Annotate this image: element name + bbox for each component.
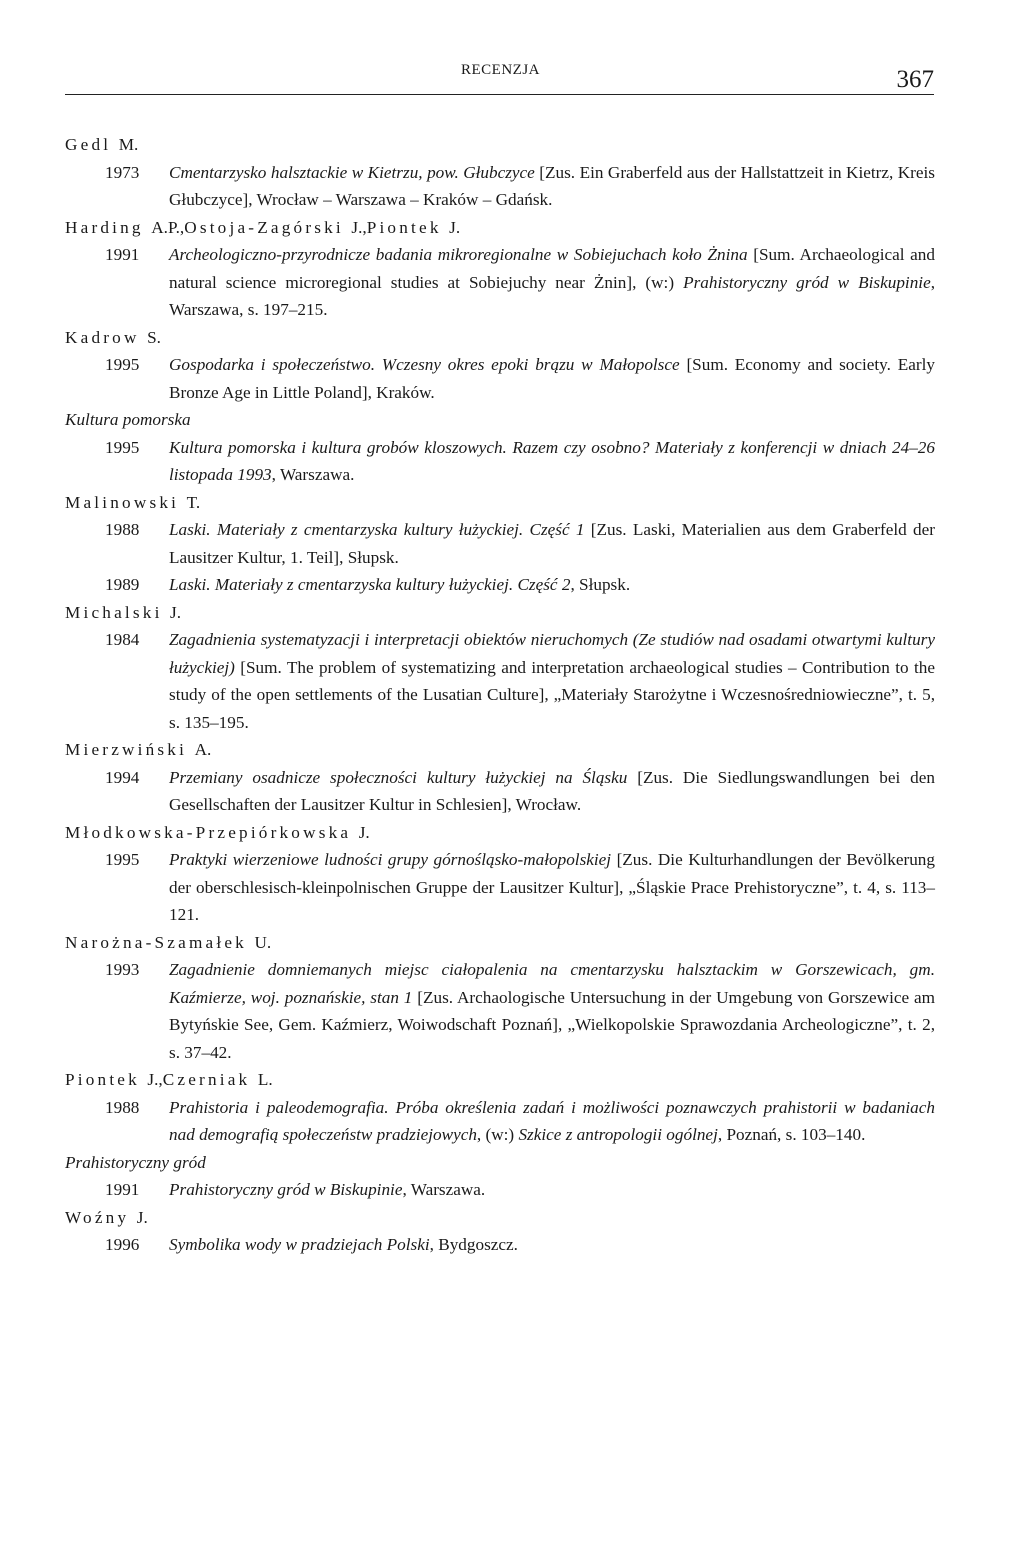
entry-year: 1995 [105,437,140,457]
author-name: Narożna-Szamałek [65,932,247,952]
page-header [65,62,934,95]
bibliography-entry [65,351,935,406]
entry-title: Prahistoria i paleodemografia. Próba określenia zadań i możliwości poznawczych prahistorii w badaniach nad demografią społeczeństw pradziejowych [169,1097,935,1144]
author-name: Malinowski [65,492,180,512]
bibliography-entry [65,241,935,324]
author-initials: J. [449,217,461,237]
entry-details: , Słupsk. [570,575,631,594]
author-name: Woźny [65,1207,130,1227]
author-initials: T. [186,492,201,512]
author-heading [65,131,935,159]
entry-details: , Bydgoszcz. [429,1235,518,1254]
entry-year: 1995 [105,355,140,374]
entry-details: [Zus. Die Siedlungswandlungen bei den Gesellschaften der Lausitzer Kultur in Schlesien], Wrocław. [169,767,935,814]
author-heading [65,1204,935,1232]
entry-details-secondary: , Warszawa, s. 197–215. [169,272,935,319]
author-heading [65,819,935,847]
entry-details: [Sum. Economy and society. Early Bronze Age in Little Poland], Kraków. [169,355,935,402]
entry-year: 1995 [105,850,140,869]
entry-details: [Sum. Archaeological and natural science microregional studies at Sobiejuchy near Żnin], (w:) [169,245,935,292]
author-name: Czerniak [162,1070,251,1089]
author-heading [65,736,935,764]
author-name: Prahistoryczny gród [65,1152,206,1172]
entry-title: Symbolika wody w pradziejach Polski [169,1235,430,1254]
bibliography-entry [65,159,935,214]
entry-details: [Sum. The problem of systematizing and interpretation archaeological studies – Contribution to the study of the open settlements of the Lusatian Culture], „Materiały Starożytne i Wczesnośredniowieczne”, t. 5, s. 135–195. [169,657,935,732]
entry-title: Laski. Materiały z cmentarzyska kultury łużyckiej. Część 2 [169,575,571,594]
entry-year: 1996 [105,1235,140,1254]
bibliography-entry [65,1094,935,1149]
entry-details: , (w:) [476,1125,519,1144]
entry-details: [Zus. Laski, Materialien aus dem Graberfeld der Lausitzer Kultur, 1. Teil], Słupsk. [169,520,935,567]
entry-title: Zagadnienia systematyzacji i interpretacji obiektów nieruchomych (Ze studiów nad osadami otwartymi kultury łużyckiej) [169,630,935,677]
entry-title: Laski. Materiały z cmentarzyska kultury łużyckiej. Część 1 [169,520,585,539]
entry-details: , Warszawa. [402,1180,486,1199]
author-heading [65,599,935,627]
entry-title: Archeologiczno-przyrodnicze badania mikroregionalne w Sobiejuchach koło Żnina [169,245,748,264]
entry-title: Prahistoryczny gród w Biskupinie [169,1180,403,1199]
entry-details: [Zus. Die Kulturhandlungen der Bevölkerung der oberschlesisch-kleinpolnischen Gruppe der Lausitzer Kultur], „Śląskie Prace Prehistoryczne”, t. 4, s. 113–121. [169,850,935,924]
bibliography-entry [65,626,935,736]
author-initials: J., [351,217,367,237]
author-name: Harding [65,217,144,237]
entry-title: Przemiany osadnicze społeczności kultury łużyckiej na Śląsku [169,767,628,787]
author-heading [65,406,935,434]
author-initials: J. [136,1207,148,1227]
bibliography-entry [65,764,935,819]
page-number: 367 [896,66,934,93]
entry-year: 1989 [105,575,140,594]
running-title: RECENZJA [461,62,540,78]
entry-title-secondary: Prahistoryczny gród w Biskupinie [683,272,931,292]
author-heading [65,929,935,957]
author-heading [65,1066,935,1094]
author-initials: A. [194,740,212,759]
entry-year: 1993 [105,960,140,979]
author-initials: J., [147,1070,163,1089]
bibliography-list [65,131,935,1259]
bibliography-entry [65,1176,935,1204]
author-heading [65,324,935,352]
entry-title: Cmentarzysko halsztackie w Kietrzu, pow. Głubczyce [169,162,535,182]
author-name: Michalski [65,602,163,622]
author-name: Piontek [65,1070,140,1089]
entry-title: Gospodarka i społeczeństwo. Wczesny okres epoki brązu w Małopolsce [169,355,680,374]
author-name: Gedl [65,135,112,154]
entry-details: [Zus. Archaologische Untersuchung in der Umgebung von Gorszewice am Bytyńskie See, Gem. Kaźmierz, Woiwodschaft Poznań], „Wielkopolskie Sprawozdania Archeologiczne”, t. 2, s. 37–42. [169,987,935,1062]
entry-year: 1988 [105,520,140,539]
author-name: Mierzwiński [65,740,188,759]
author-initials: A.P., [151,217,185,237]
author-name: Kultura pomorska [65,410,191,429]
entry-year: 1991 [105,245,140,264]
author-name: Piontek [366,217,442,237]
author-initials: J. [170,602,182,622]
entry-title: Kultura pomorska i kultura grobów kloszowych. Razem czy osobno? Materiały z konferencji w dniach 24–26 listopada 1993 [169,437,935,484]
author-heading [65,1149,935,1177]
bibliography-entry [65,434,935,489]
entry-title: Praktyki wierzeniowe ludności grupy górnośląsko-małopolskiej [169,850,612,869]
author-initials: J. [358,822,370,842]
entry-year: 1984 [105,630,140,649]
author-heading [65,489,935,517]
bibliography-entry [65,516,935,571]
author-initials: L. [257,1070,273,1089]
author-name: Ostoja-Zagórski [184,217,344,237]
entry-year: 1988 [105,1097,140,1117]
author-name: Młodkowska-Przepiórkowska [65,822,352,842]
entry-year: 1973 [105,162,140,182]
author-heading [65,214,935,242]
bibliography-entry [65,956,935,1066]
bibliography-entry [65,846,935,929]
author-initials: U. [254,932,272,952]
entry-details: [Zus. Ein Graberfeld aus der Hallstattzeit in Kietrz, Kreis Głubczyce], Wrocław – Warszawa – Kraków – Gdańsk. [169,162,935,209]
entry-details: , Warszawa. [271,465,355,484]
entry-title-secondary: Szkice z antropologii ogólnej [518,1125,718,1144]
entry-title: Zagadnienie domniemanych miejsc ciałopalenia na cmentarzysku halsztackim w Gorszewicach, gm. Kaźmierze, woj. poznańskie, stan 1 [169,960,935,1007]
author-initials: S. [147,327,161,347]
entry-year: 1991 [105,1180,140,1199]
author-name: Kadrow [65,327,140,347]
entry-details-secondary: , Poznań, s. 103–140. [717,1125,866,1144]
bibliography-entry [65,571,935,599]
bibliography-entry [65,1231,935,1259]
author-initials: M. [118,135,139,154]
entry-year: 1994 [105,767,140,787]
